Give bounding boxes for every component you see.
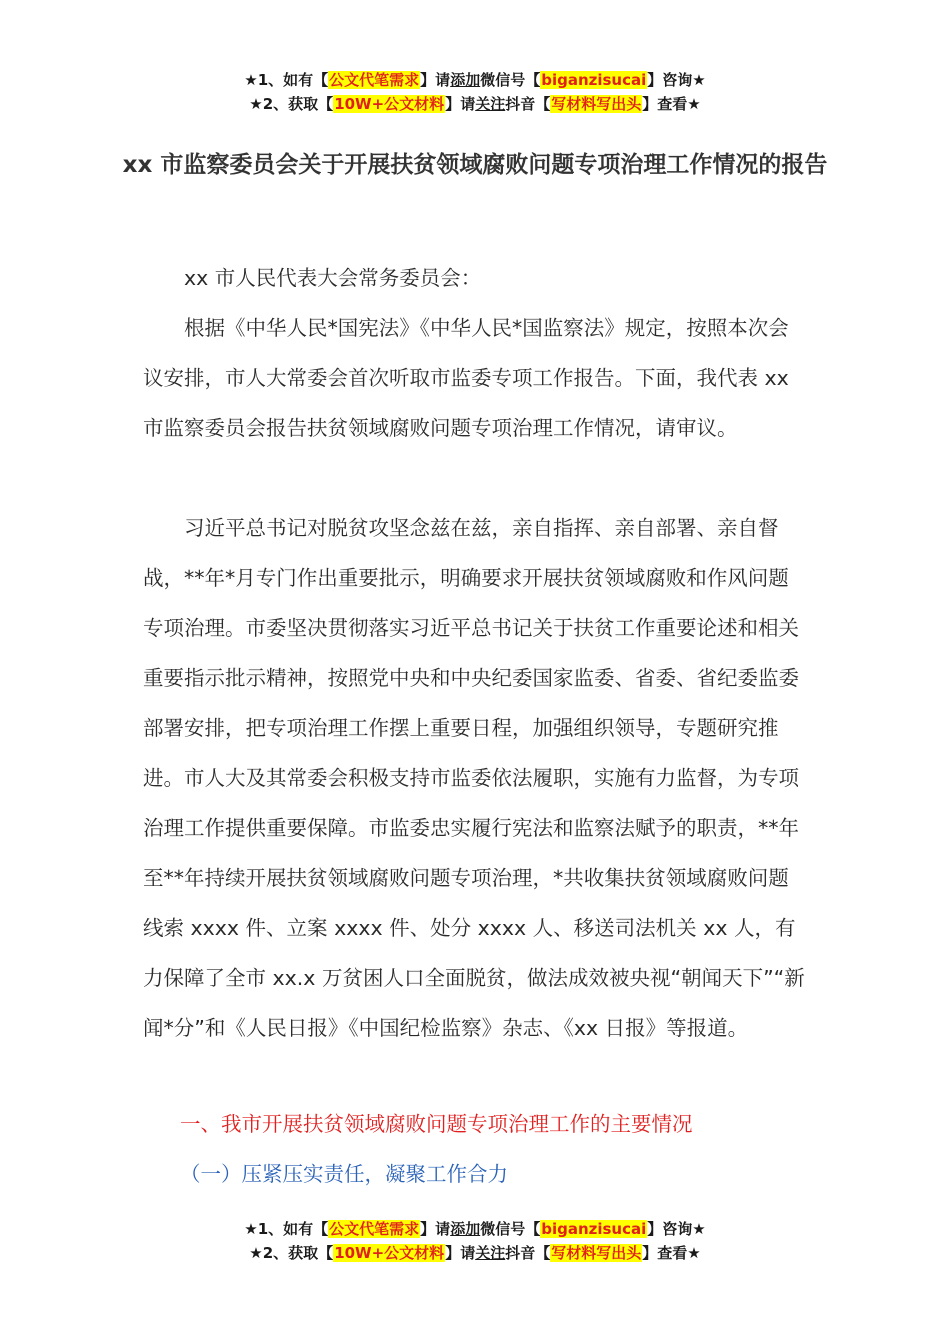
paragraph-block-2 [143, 503, 808, 1053]
subsection-heading-1: （一）压紧压实责任，凝聚工作合力 [180, 1162, 508, 1186]
promo-line-2 [0, 1241, 950, 1265]
promo-underline: 关注 [475, 95, 506, 113]
promo-text: 】请 [420, 71, 451, 89]
promo-text: 】咨询★ [647, 71, 706, 89]
promo-highlight: biganzisucai [541, 71, 647, 89]
promo-highlight: 公文代笔需求 [329, 71, 420, 89]
promo-text: 抖音【 [505, 95, 551, 113]
promo-text: 】请 [445, 1244, 476, 1262]
footer-promo-banner [0, 1217, 950, 1265]
promo-highlight: 10W+公文材料 [334, 1244, 445, 1262]
promo-highlight: 公文代笔需求 [329, 1220, 420, 1238]
promo-text: 微信号【 [480, 1220, 541, 1238]
promo-highlight: 写材料写出头 [551, 95, 642, 113]
promo-underline: 添加 [450, 1220, 481, 1238]
promo-text: ★1、如有【 [244, 1220, 329, 1238]
promo-text: 】查看★ [642, 1244, 701, 1262]
salutation: xx 市人民代表大会常务委员会： [184, 266, 482, 290]
promo-text: 微信号【 [480, 71, 541, 89]
promo-text: ★1、如有【 [244, 71, 329, 89]
promo-text: 抖音【 [505, 1244, 551, 1262]
promo-line-1 [0, 68, 950, 92]
promo-text: 】请 [445, 95, 476, 113]
promo-highlight: 写材料写出头 [551, 1244, 642, 1262]
promo-text: 】咨询★ [647, 1220, 706, 1238]
promo-highlight: biganzisucai [541, 1220, 647, 1238]
paragraph-block-1 [143, 303, 808, 453]
promo-text: ★2、获取【 [249, 1244, 334, 1262]
document-title: xx 市监察委员会关于开展扶贫领域腐败问题专项治理工作情况的报告 [122, 152, 828, 178]
header-promo-banner [0, 68, 950, 116]
promo-text: ★2、获取【 [249, 95, 334, 113]
promo-line-1 [0, 1217, 950, 1241]
salutation-block [143, 253, 808, 303]
paragraph-2: 习近平总书记对脱贫攻坚念兹在兹，亲自指挥、亲自部署、亲自督战，**年*月专门作出重要批示，明确要求开展扶贫领域腐败和作风问题专项治理。市委坚决贯彻落实习近平总书记关于扶贫工作重要论述和相关重要指示批示精神，按照党中央和中央纪委国家监委、省委、省纪委监委部署安排，把专项治理工作摆上重要日程，加强组织领导，专题研究推进。市人大及其常委会积极支持市监委依法履职，实施有力监督，为专项治理工作提供重要保障。市监委忠实履行宪法和监察法赋予的职责，**年至**年持续开展扶贫领域腐败问题专项治理，*共收集扶贫领域腐败问题线索 xxxx 件、立案 xxxx 件、处分 xxxx 人、移送司法机关 xx 人，有力保障了全市 xx.x 万贫困人口全面脱贫，做法成效被央视“朝闻天下”“新闻*分”和《人民日报》《中国纪检监察》杂志、《xx 日报》等报道。 [143, 516, 805, 1040]
promo-highlight: 10W+公文材料 [334, 95, 445, 113]
promo-underline: 添加 [450, 71, 481, 89]
promo-underline: 关注 [475, 1244, 506, 1262]
paragraph-1: 根据《中华人民*国宪法》《中华人民*国监察法》规定，按照本次会议安排，市人大常委会首次听取市监委专项工作报告。下面，我代表 xx 市监察委员会报告扶贫领域腐败问题专项治理工作情况，请审议。 [143, 316, 789, 440]
promo-text: 】查看★ [642, 95, 701, 113]
section-heading-1: 一、我市开展扶贫领域腐败问题专项治理工作的主要情况 [180, 1112, 693, 1136]
promo-line-2 [0, 92, 950, 116]
promo-text: 】请 [420, 1220, 451, 1238]
